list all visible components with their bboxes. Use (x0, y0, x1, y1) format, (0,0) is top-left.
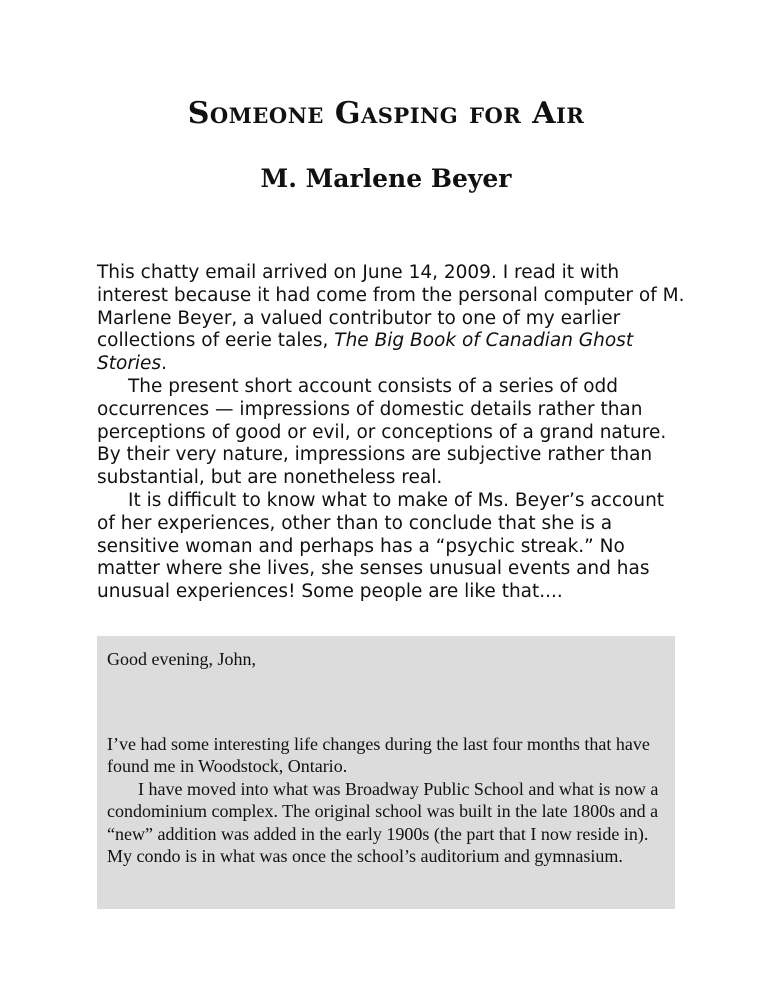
intro-paragraph-1 (97, 262, 687, 376)
email-greeting: Good evening, John, (107, 649, 256, 669)
intro-paragraph-3: It is difficult to know what to make of Ms. Beyer’s account of her experiences, other than to conclude that she is a sensitive woman and perhaps has a “psychic streak.” No matter where she lives, she senses unusual events and has unusual experiences! Some people are like that.... (97, 489, 665, 603)
email-excerpt-box (97, 636, 675, 909)
book-title-reference: The Big Book of Canadian Ghost Stories (97, 330, 634, 375)
introduction-text (97, 262, 687, 604)
intro-paragraph-2: The present short account consists of a series of odd occurrences — impressions of domestic details rather than perceptions of good or evil, or conceptions of a grand nature. By their very nature, impressions are subjective rather than substantial, but are nonetheless real. (97, 375, 667, 489)
chapter-author: M. Marlene Beyer (260, 164, 512, 193)
email-body (107, 733, 667, 867)
intro-paragraph-1-text: This chatty email arrived on June 14, 2009. I read it with interest because it had come from the personal computer of M. Marlene Beyer, a valued contributor to one of my earlier collections of eerie tales, (97, 262, 685, 352)
chapter-title: Someone Gasping for Air (187, 96, 585, 131)
intro-paragraph-1-end: . (161, 353, 167, 375)
email-paragraph-1: I’ve had some interesting life changes during the last four months that have found me in Woodstock, Ontario. (107, 734, 650, 777)
email-paragraph-2: I have moved into what was Broadway Public School and what is now a condominium complex. The original school was built in the late 1800s and a “new” addition was added in the early 1900s (the part that I now reside in). My condo is in what was once the school’s auditorium and gymnasium. (107, 778, 659, 867)
